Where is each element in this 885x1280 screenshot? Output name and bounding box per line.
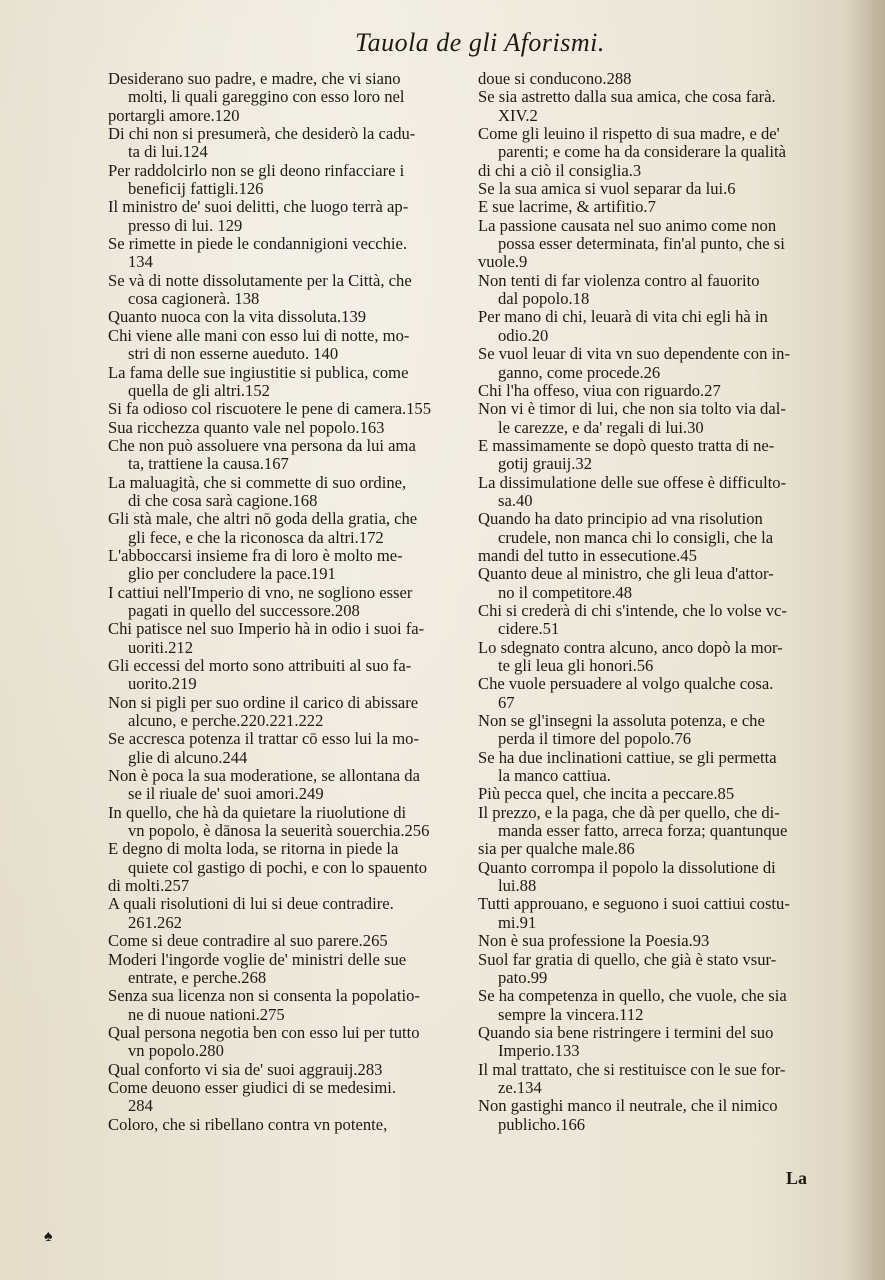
entry-continuation-line: 67 — [498, 693, 515, 712]
entry-continuation-line: perda il timore del popolo.76 — [498, 730, 692, 749]
entry-line: portargli amore.120 — [108, 106, 240, 125]
entry-line: di chi a ciò il consiglia.3 — [478, 161, 642, 180]
index-entry — [478, 253, 823, 271]
index-entry — [108, 125, 476, 162]
entry-continuation-line: ta, trattiene la causa.167 — [128, 455, 289, 474]
index-entry — [108, 419, 476, 437]
entry-line: mandi del tutto in essecutione.45 — [478, 546, 697, 565]
entry-line: La dissimulatione delle sue offese è difficulto- — [478, 473, 787, 492]
index-entry — [478, 198, 823, 216]
entry-line: Si fa odioso col riscuotere le pene di camera.155 — [108, 400, 432, 419]
index-entry — [478, 382, 823, 400]
index-entry — [478, 749, 823, 786]
entry-line: Moderi l'ingorde voglie de' ministri delle sue — [108, 950, 407, 969]
entry-continuation-line: 261.262 — [128, 913, 182, 932]
index-entry — [108, 1061, 476, 1079]
entry-line: Se vuol leuar di vita vn suo dependente con in- — [478, 345, 790, 364]
entry-continuation-line: ta di lui.124 — [128, 143, 208, 162]
entry-continuation-line: pagati in quello del successore.208 — [128, 601, 360, 620]
entry-line: Suol far gratia di quello, che già è stato vsur- — [478, 950, 777, 969]
index-entry — [478, 345, 823, 382]
entry-continuation-line: sa.40 — [498, 491, 533, 510]
index-entry — [108, 272, 476, 309]
entry-line: Non tenti di far violenza contro al fauorito — [478, 271, 760, 290]
entry-line: Quanto corrompa il popolo la dissolutione di — [478, 858, 776, 877]
page-spine-shadow — [845, 0, 885, 1280]
entry-line: Chi viene alle mani con esso lui di notte, mo- — [108, 326, 410, 345]
entry-line: Non se gl'insegni la assoluta potenza, e che — [478, 712, 765, 731]
index-entry — [478, 804, 823, 841]
entry-line: Quando ha dato principio ad vna risolution — [478, 510, 763, 529]
entry-line: E massimamente se dopò questo tratta di ne- — [478, 436, 775, 455]
entry-line: Se la sua amica si vuol separar da lui.6 — [478, 180, 736, 199]
entry-line: Non gastighi manco il neutrale, che il nimico — [478, 1097, 778, 1116]
entry-line: Se sia astretto dalla sua amica, che cosa farà. — [478, 88, 776, 107]
entry-continuation-line: cidere.51 — [498, 620, 560, 639]
index-entry — [108, 364, 476, 401]
entry-continuation-line: XIV.2 — [498, 106, 538, 125]
index-entry — [108, 437, 476, 474]
index-entry — [108, 400, 476, 418]
entry-line: In quello, che hà da quietare la riuolutione di — [108, 803, 407, 822]
entry-continuation-line: ne di nuoue nationi.275 — [128, 1005, 285, 1024]
entry-continuation-line: cosa cagionerà. 138 — [128, 290, 260, 309]
index-entry — [108, 584, 476, 621]
entry-continuation-line: gli fece, e che la riconosca da altri.172 — [128, 528, 384, 547]
entry-line: Che vuole persuadere al volgo qualche cosa. — [478, 675, 774, 694]
index-entry — [478, 547, 823, 565]
index-entry — [108, 235, 476, 272]
entry-line: Che non può assoluere vna persona da lui ama — [108, 436, 416, 455]
index-entry — [108, 840, 476, 877]
index-entry — [108, 70, 476, 107]
entry-line: Gli stà male, che altri nō goda della gratia, che — [108, 510, 418, 529]
entry-continuation-line: la manco cattiua. — [498, 767, 611, 786]
index-entry — [108, 932, 476, 950]
entry-continuation-line: vn popolo, è dānosa la seuerità souerchia.256 — [128, 822, 430, 841]
entry-continuation-line: publicho.166 — [498, 1115, 586, 1134]
index-entry — [108, 987, 476, 1024]
entry-line: Quanto nuoca con la vita dissoluta.139 — [108, 308, 367, 327]
index-entry — [478, 932, 823, 950]
entry-line: Se rimette in piede le condannigioni vecchie. — [108, 235, 408, 254]
right-column — [478, 70, 823, 1134]
index-entry — [478, 712, 823, 749]
entry-continuation-line: entrate, e perche.268 — [128, 968, 267, 987]
entry-line: I cattiui nell'Imperio di vno, ne sogliono esser — [108, 583, 413, 602]
index-entry — [108, 1116, 476, 1134]
index-entry — [108, 1079, 476, 1116]
index-entry — [478, 602, 823, 639]
entry-line: Come gli leuino il rispetto di sua madre, e de' — [478, 125, 780, 144]
entry-line: Chi si crederà di chi s'intende, che lo volse vc- — [478, 601, 787, 620]
index-entry — [108, 804, 476, 841]
entry-continuation-line: gotij grauij.32 — [498, 455, 593, 474]
index-entry — [478, 217, 823, 254]
entry-continuation-line: le carezze, e da' regali di lui.30 — [498, 418, 704, 437]
entry-line: Non vi è timor di lui, che non sia tolto via dal- — [478, 400, 786, 419]
index-entry — [108, 510, 476, 547]
entry-continuation-line: te gli leua gli honori.56 — [498, 657, 654, 675]
entry-continuation-line: odio.20 — [498, 326, 549, 345]
entry-continuation-line: quiete col gastigo di pochi, e con lo spauento — [128, 858, 428, 877]
index-entry — [478, 70, 823, 88]
entry-continuation-line: di che cosa sarà cagione.168 — [128, 491, 318, 510]
entry-line: Per raddolcirlo non se gli deono rinfacciare i — [108, 161, 405, 180]
index-entry — [108, 657, 476, 694]
entry-line: Desiderano suo padre, e madre, che vi siano — [108, 70, 401, 88]
entry-line: La passione causata nel suo animo come non — [478, 216, 777, 235]
index-entry — [478, 1097, 823, 1134]
entry-line: Quando sia bene ristringere i termini del suo — [478, 1023, 774, 1042]
index-entry — [108, 730, 476, 767]
entry-continuation-line: possa esser determinata, fin'al punto, che si — [498, 235, 785, 254]
entry-line: Non si pigli per suo ordine il carico di abissare — [108, 693, 419, 712]
index-entry — [478, 88, 823, 125]
entry-continuation-line: Imperio.133 — [498, 1042, 580, 1061]
index-entry — [108, 198, 476, 235]
footer-mark: ♠ — [44, 1228, 53, 1245]
index-entry — [478, 510, 823, 547]
entry-continuation-line: parenti; e come ha da considerare la qualità — [498, 143, 786, 162]
entry-line: Il prezzo, e la paga, che dà per quello, che di- — [478, 803, 780, 822]
entry-line: Per mano di chi, leuarà di vita chi egli hà in — [478, 308, 768, 327]
entry-continuation-line: dal popolo.18 — [498, 290, 590, 309]
entry-continuation-line: se il riuale de' suoi amori.249 — [128, 785, 324, 804]
index-entry — [478, 859, 823, 896]
entry-line: vuole.9 — [478, 253, 528, 272]
index-entry — [478, 675, 823, 712]
entry-continuation-line: mi.91 — [498, 913, 537, 932]
entry-continuation-line: alcuno, e perche.220.221.222 — [128, 712, 324, 731]
entry-line: Qual persona negotia ben con esso lui per tutto — [108, 1023, 420, 1042]
entry-continuation-line: quella de gli altri.152 — [128, 381, 270, 400]
entry-line: Il ministro de' suoi delitti, che luogo terrà ap- — [108, 198, 409, 217]
entry-line: Qual conforto vi sia de' suoi aggrauij.283 — [108, 1060, 383, 1079]
entry-line: Non è poca la sua moderatione, se allontana da — [108, 767, 420, 786]
entry-continuation-line: sempre la vincera.112 — [498, 1005, 644, 1024]
entry-continuation-line: stri di non esserne aueduto. 140 — [128, 345, 339, 364]
left-column — [108, 70, 476, 1134]
index-entry — [108, 308, 476, 326]
entry-line: Come deuono esser giudici di se medesimi. — [108, 1078, 397, 1097]
entry-line: Il mal trattato, che si restituisce con le sue for- — [478, 1060, 786, 1079]
entry-continuation-line: glio per concludere la pace.191 — [128, 565, 336, 584]
entry-continuation-line: uoriti.212 — [128, 638, 193, 657]
entry-continuation-line: molti, li quali gareggino con esso loro nel — [128, 88, 405, 107]
index-entry — [478, 951, 823, 988]
entry-continuation-line: ze.134 — [498, 1078, 542, 1097]
entry-continuation-line: crudele, non manca chi lo consigli, che la — [498, 528, 774, 547]
entry-line: Se và di notte dissolutamente per la Città, che — [108, 271, 412, 290]
entry-line: doue si conducono.288 — [478, 70, 632, 88]
index-entry — [108, 474, 476, 511]
index-entry — [108, 694, 476, 731]
entry-continuation-line: presso di lui. 129 — [128, 216, 243, 235]
index-entry — [108, 107, 476, 125]
entry-continuation-line: beneficij fattigli.126 — [128, 180, 264, 199]
catchword: La — [786, 1168, 808, 1188]
entry-line: Come si deue contradire al suo parere.265 — [108, 932, 388, 951]
index-entry — [108, 162, 476, 199]
entry-continuation-line: ganno, come procede.26 — [498, 363, 661, 382]
entry-continuation-line: vn popolo.280 — [128, 1042, 224, 1061]
index-entry — [478, 1024, 823, 1061]
index-entry — [478, 400, 823, 437]
entry-line: Non è sua professione la Poesia.93 — [478, 932, 710, 951]
entry-line: Chi patisce nel suo Imperio hà in odio i suoi fa- — [108, 620, 425, 639]
entry-line: Lo sdegnato contra alcuno, anco dopò la mor- — [478, 638, 783, 657]
entry-line: Più pecca quel, che incita a peccare.85 — [478, 785, 735, 804]
entry-continuation-line: lui.88 — [498, 877, 537, 896]
index-entry — [108, 1024, 476, 1061]
index-entry — [108, 767, 476, 804]
entry-continuation-line: 134 — [128, 253, 153, 272]
entry-line: Se ha due inclinationi cattiue, se gli permetta — [478, 748, 777, 767]
index-entry — [108, 620, 476, 657]
index-entry — [478, 565, 823, 602]
index-entry — [108, 877, 476, 895]
entry-line: sia per qualche male.86 — [478, 840, 635, 859]
entry-line: Quanto deue al ministro, che gli leua d'attor- — [478, 565, 774, 584]
entry-line: di molti.257 — [108, 877, 190, 896]
entry-continuation-line: no il competitore.48 — [498, 583, 633, 602]
entry-line: La fama delle sue ingiustitie si publica, come — [108, 363, 409, 382]
entry-continuation-line: uorito.219 — [128, 675, 197, 694]
index-entry — [478, 162, 823, 180]
entry-line: E degno di molta loda, se ritorna in piede la — [108, 840, 399, 859]
entry-continuation-line: 284 — [128, 1097, 153, 1116]
index-entry — [108, 327, 476, 364]
index-entry — [478, 474, 823, 511]
index-entry — [478, 125, 823, 162]
entry-line: Coloro, che si ribellano contra vn potente, — [108, 1115, 388, 1134]
index-entry — [478, 987, 823, 1024]
index-entry — [478, 308, 823, 345]
index-entry — [108, 547, 476, 584]
index-entry — [478, 895, 823, 932]
entry-continuation-line: glie di alcuno.244 — [128, 748, 248, 767]
entry-line: Senza sua licenza non si consenta la popolatio- — [108, 987, 420, 1006]
entry-line: Se ha competenza in quello, che vuole, che sia — [478, 987, 787, 1006]
entry-line: Sua ricchezza quanto vale nel popolo.163 — [108, 418, 385, 437]
entry-line: Tutti approuano, e seguono i suoi cattiui costu- — [478, 895, 790, 914]
entry-line: Di chi non si presumerà, che desiderò la cadu- — [108, 125, 416, 144]
entry-line: Gli eccessi del morto sono attribuiti al suo fa- — [108, 657, 412, 675]
entry-line: A quali risolutioni di lui si deue contradire. — [108, 895, 394, 914]
entry-line: Chi l'ha offeso, viua con riguardo.27 — [478, 381, 721, 400]
index-entry — [108, 951, 476, 988]
running-head: Tauola de gli Aforismi. — [355, 28, 605, 57]
index-entry — [108, 895, 476, 932]
index-entry — [478, 180, 823, 198]
index-entry — [478, 785, 823, 803]
index-entry — [478, 272, 823, 309]
index-entry — [478, 639, 823, 676]
index-entry — [478, 840, 823, 858]
index-entry — [478, 1061, 823, 1098]
entry-line: E sue lacrime, & artifitio.7 — [478, 198, 656, 217]
entry-line: L'abboccarsi insieme fra di loro è molto me- — [108, 546, 403, 565]
entry-line: La maluagità, che si commette di suo ordine, — [108, 473, 407, 492]
entry-line: Se accresca potenza il trattar cō esso lui la mo- — [108, 730, 419, 749]
entry-continuation-line: manda esser fatto, arreca forza; quantunque — [498, 822, 788, 841]
entry-continuation-line: pato.99 — [498, 968, 548, 987]
index-entry — [478, 437, 823, 474]
